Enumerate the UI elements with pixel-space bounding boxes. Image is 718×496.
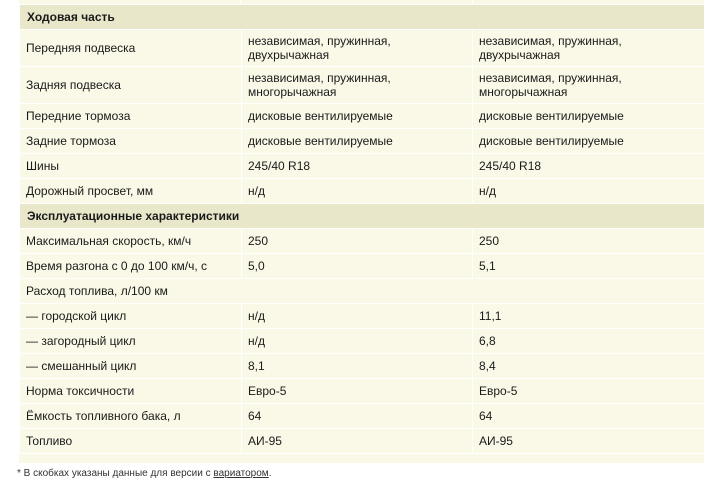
row-value-1: независимая, пружинная, многорычажная	[242, 67, 473, 104]
row-label: Расход топлива, л/100 км	[20, 279, 705, 304]
row-value-1: независимая, пружинная, двухрычажная	[242, 30, 473, 67]
table-row	[20, 404, 705, 429]
section-header-chassis	[20, 5, 705, 30]
row-label: — смешанный цикл	[20, 354, 242, 379]
row-label: Задние тормоза	[20, 129, 242, 154]
row-value-2: дисковые вентилируемые	[473, 129, 705, 154]
row-label: Передняя подвеска	[20, 30, 242, 67]
section-title: Эксплуатационные характеристики	[20, 204, 705, 229]
row-value-1: дисковые вентилируемые	[242, 104, 473, 129]
row-value-2: 64	[473, 404, 705, 429]
table-row	[20, 229, 705, 254]
row-value-1: АИ-95	[242, 429, 473, 454]
row-value-1: н/д	[242, 329, 473, 354]
footnote-text: * В скобках указаны данные для версии с	[17, 468, 214, 479]
row-label: Шины	[20, 154, 242, 179]
row-value-2: независимая, пружинная, многорычажная	[473, 67, 705, 104]
spec-table	[19, 4, 705, 454]
table-row	[20, 329, 705, 354]
table-row	[20, 379, 705, 404]
row-label: Максимальная скорость, км/ч	[20, 229, 242, 254]
row-value-2: 5,1	[473, 254, 705, 279]
row-value-1: 5,0	[242, 254, 473, 279]
row-value-2: АИ-95	[473, 429, 705, 454]
row-label: Передние тормоза	[20, 104, 242, 129]
row-label: Топливо	[20, 429, 242, 454]
table-row	[20, 254, 705, 279]
row-label: Норма токсичности	[20, 379, 242, 404]
row-value-2: 250	[473, 229, 705, 254]
row-label: Задняя подвеска	[20, 67, 242, 104]
row-value-1: 64	[242, 404, 473, 429]
footnote-end: .	[268, 468, 272, 479]
row-value-1: 8,1	[242, 354, 473, 379]
section-title: Ходовая часть	[20, 5, 705, 30]
row-value-1: 245/40 R18	[242, 154, 473, 179]
row-value-2: независимая, пружинная, двухрычажная	[473, 30, 705, 67]
row-value-2: 6,8	[473, 329, 705, 354]
row-value-1: Евро-5	[242, 379, 473, 404]
row-value-1: дисковые вентилируемые	[242, 129, 473, 154]
row-value-1: 250	[242, 229, 473, 254]
row-label: Дорожный просвет, мм	[20, 179, 242, 204]
table-row	[20, 104, 705, 129]
row-value-2: н/д	[473, 179, 705, 204]
row-label: — загородный цикл	[20, 329, 242, 354]
row-value-1: н/д	[242, 304, 473, 329]
table-row	[20, 304, 705, 329]
section-header-performance	[20, 204, 705, 229]
row-value-2: дисковые вентилируемые	[473, 104, 705, 129]
table-row	[20, 154, 705, 179]
row-value-2: 245/40 R18	[473, 154, 705, 179]
row-value-2: Евро-5	[473, 379, 705, 404]
table-row	[20, 279, 705, 304]
row-value-2: 8,4	[473, 354, 705, 379]
footnote	[17, 468, 271, 479]
row-value-1: н/д	[242, 179, 473, 204]
table-row	[20, 354, 705, 379]
variator-link[interactable]: вариатором	[213, 468, 269, 479]
table-row	[20, 129, 705, 154]
table-row	[20, 67, 705, 104]
table-row	[20, 179, 705, 204]
row-value-2: 11,1	[473, 304, 705, 329]
row-label: — городской цикл	[20, 304, 242, 329]
row-label: Время разгона с 0 до 100 км/ч, с	[20, 254, 242, 279]
table-row	[20, 30, 705, 67]
row-label: Ёмкость топливного бака, л	[20, 404, 242, 429]
table-row	[20, 429, 705, 454]
